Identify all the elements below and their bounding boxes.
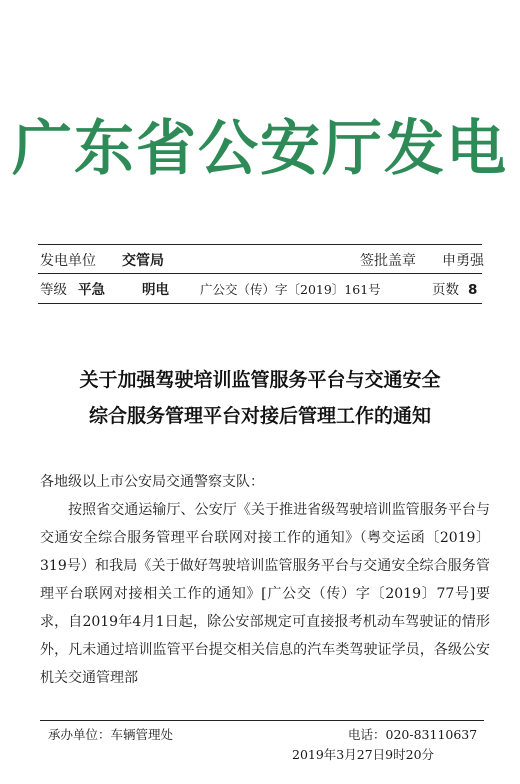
- signer-value: 申勇强: [442, 253, 484, 269]
- grade-label: 等级: [40, 282, 67, 298]
- contact-phone: 电话：020-83110637: [348, 727, 478, 742]
- header-divider-top: [38, 244, 482, 245]
- header-divider-middle: [38, 273, 482, 274]
- document-body: 按照省交通运输厅、公安厅《关于推进省级驾驶培训监管服务平台与交通安全综合服务管理平台联网对接工作的通知》（粤交运函〔2019〕319号）和我局《关于做好驾驶培训监管服务平台与交通安全综合服务管理平台联网对接相关工作的通知》[广公交（传）字〔2019〕77号]要求，自2019年4月1日起，除公安部规定可直接报考机动车驾驶证的情形外，凡未通过培训监管平台提交相关信息的汽车类驾驶证学员，各级公安机关交通管理部: [40, 502, 490, 686]
- salutation: 各地级以上市公安局交通警察支队：: [40, 474, 264, 490]
- footer-divider: [40, 720, 484, 721]
- telegram-type: 明电: [142, 282, 169, 298]
- sender-label: 发电单位: [40, 253, 96, 269]
- issue-datetime: 2019年3月27日9时20分: [292, 747, 435, 762]
- pages-value: 8: [468, 282, 478, 298]
- document-number: 广公交（传）字〔2019〕161号: [200, 282, 381, 297]
- document-title-line2: 综合服务管理平台对接后管理工作的通知: [88, 405, 431, 427]
- masthead-title: 广东省公安厅发电: [12, 114, 508, 184]
- signer-label: 签批盖章: [360, 253, 416, 269]
- sender-value: 交管局: [122, 253, 164, 269]
- header-divider-bottom: [38, 303, 482, 304]
- pages-label: 页数: [432, 282, 459, 298]
- document-title-line1: 关于加强驾驶培训监管服务平台与交通安全: [79, 369, 441, 391]
- grade-value: 平急: [78, 282, 105, 298]
- handler-unit: 承办单位：车辆管理处: [48, 727, 174, 742]
